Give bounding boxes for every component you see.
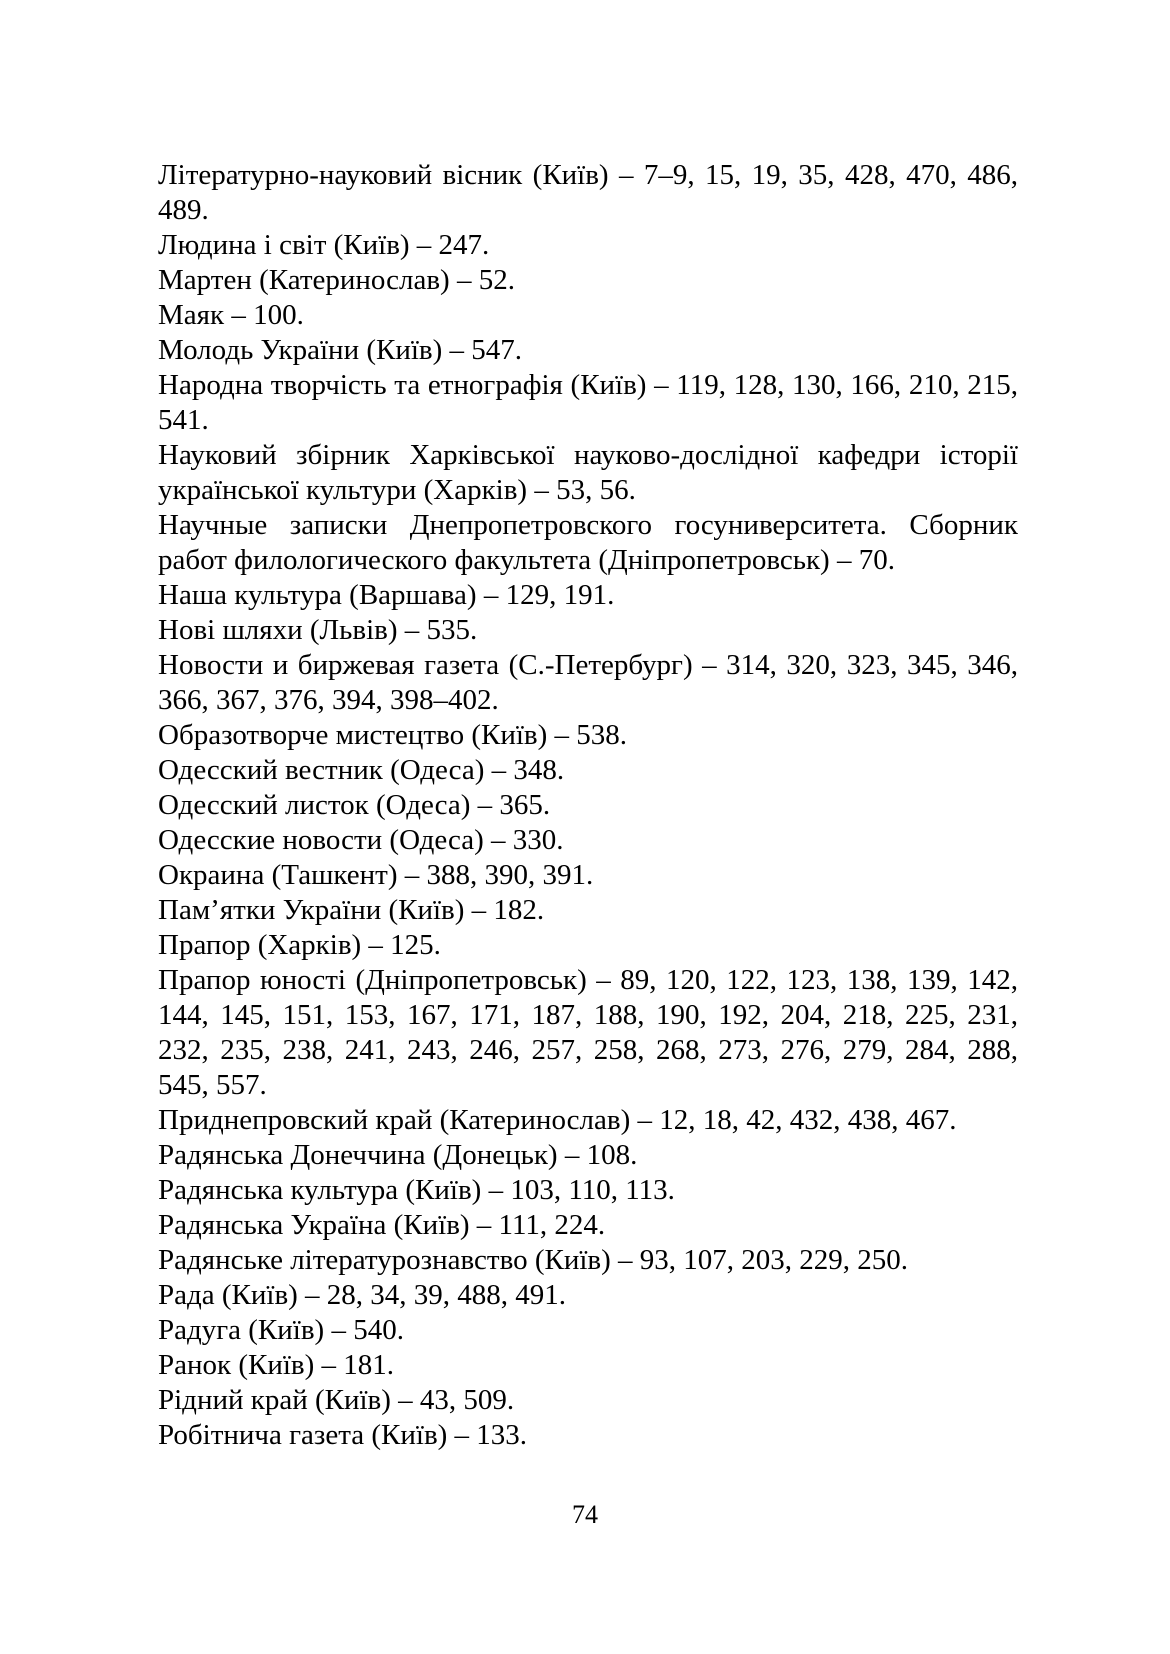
index-entry: Одесский вестник (Одеса) – 348. [158, 754, 565, 786]
index-entry: Пам’ятки України (Київ) – 182. [158, 894, 545, 926]
index-entry: Молодь України (Київ) – 547. [158, 334, 523, 366]
index-entry: Людина і світ (Київ) – 247. [158, 229, 490, 261]
index-entry: Наша культура (Варшава) – 129, 191. [158, 579, 615, 611]
index-entry: Научные записки Днепропетровского госуниверситета. Сборник работ филологического факультета (Дніпропетровськ) – 70. [158, 509, 1018, 576]
index-entry: Народна творчість та етнографія (Київ) – 119, 128, 130, 166, 210, 215, 541. [158, 369, 1018, 436]
page-number: 74 [572, 1500, 598, 1529]
index-entry: Радянська Донеччина (Донецьк) – 108. [158, 1139, 638, 1171]
index-entry: Робітнича газета (Київ) – 133. [158, 1419, 528, 1451]
index-entry: Окраина (Ташкент) – 388, 390, 391. [158, 859, 594, 891]
index-entry: Маяк – 100. [158, 299, 304, 331]
index-entry: Нові шляхи (Львів) – 535. [158, 614, 478, 646]
index-entry: Приднепровский край (Катеринослав) – 12, 18, 42, 432, 438, 467. [158, 1104, 957, 1136]
index-entry: Радянське літературознавство (Київ) – 93, 107, 203, 229, 250. [158, 1244, 909, 1276]
index-entry: Одесский листок (Одеса) – 365. [158, 789, 551, 821]
index-entry: Ранок (Київ) – 181. [158, 1349, 395, 1381]
index-entry: Літературно-науковий вісник (Київ) – 7–9, 15, 19, 35, 428, 470, 486, 489. [158, 159, 1018, 226]
index-entry: Науковий збірник Харківської науково-дослідної кафедри історії української культури (Харків) – 53, 56. [158, 439, 1018, 506]
index-entry: Радянська культура (Київ) – 103, 110, 113. [158, 1174, 675, 1206]
periodicals-index-list [158, 158, 1018, 1453]
index-entry: Радуга (Київ) – 540. [158, 1314, 404, 1346]
index-entry: Радянська Україна (Київ) – 111, 224. [158, 1209, 606, 1241]
index-entry: Прапор (Харків) – 125. [158, 929, 441, 961]
index-entry: Образотворче мистецтво (Київ) – 538. [158, 719, 628, 751]
index-entry: Рідний край (Київ) – 43, 509. [158, 1384, 515, 1416]
index-entry: Рада (Київ) – 28, 34, 39, 488, 491. [158, 1279, 567, 1311]
index-entry: Одесские новости (Одеса) – 330. [158, 824, 564, 856]
index-entry: Новости и биржевая газета (С.-Петербург) – 314, 320, 323, 345, 346, 366, 367, 376, 394, 398–402. [158, 649, 1018, 716]
index-entry: Прапор юності (Дніпропетровськ) – 89, 120, 122, 123, 138, 139, 142, 144, 145, 151, 153, 167, 171, 187, 188, 190, 192, 204, 218, 225, 231, 232, 235, 238, 241, 243, 246, 257, 258, 268, 273, 276, 279, 284, 288, 545, 557. [158, 964, 1018, 1101]
index-entry: Мартен (Катеринослав) – 52. [158, 264, 515, 296]
